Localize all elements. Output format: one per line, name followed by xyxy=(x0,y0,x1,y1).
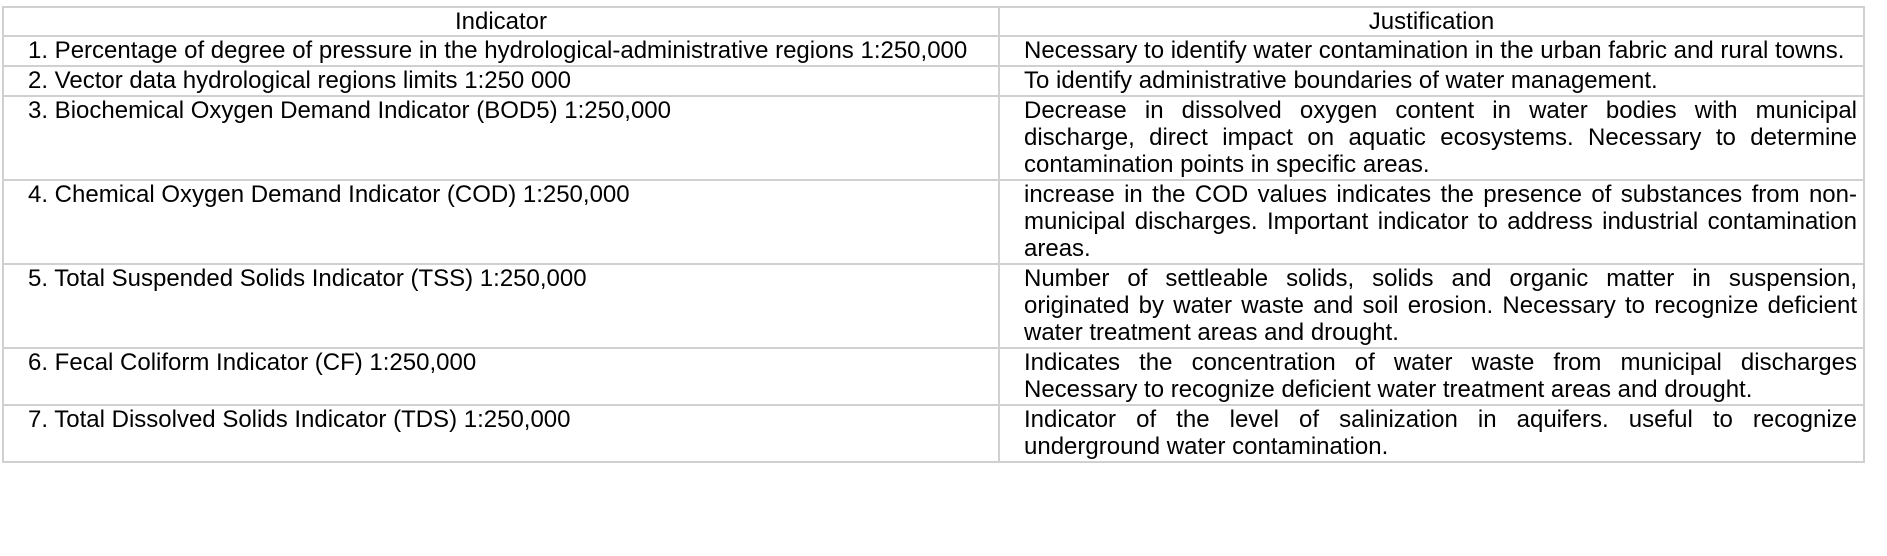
indicator-cell: 7. Total Dissolved Solids Indicator (TDS) 1:250,000 xyxy=(3,405,999,462)
table-row xyxy=(3,36,1864,66)
justification-cell: Indicates the concentration of water waste from municipal discharges Necessary to recognize deficient water treatment areas and drought. xyxy=(999,348,1864,405)
indicator-cell: 4. Chemical Oxygen Demand Indicator (COD) 1:250,000 xyxy=(3,180,999,264)
table-row xyxy=(3,66,1864,96)
indicator-table xyxy=(2,6,1865,463)
justification-cell: Decrease in dissolved oxygen content in water bodies with municipal discharge, direct impact on aquatic ecosystems. Necessary to determine contamination points in specific areas. xyxy=(999,96,1864,180)
indicator-table-container xyxy=(2,6,1863,463)
table-row xyxy=(3,264,1864,348)
justification-cell: Necessary to identify water contamination in the urban fabric and rural towns. xyxy=(999,36,1864,66)
table-row xyxy=(3,96,1864,180)
table-row xyxy=(3,180,1864,264)
table-row xyxy=(3,405,1864,462)
justification-cell: Indicator of the level of salinization in aquifers. useful to recognize underground water contamination. xyxy=(999,405,1864,462)
header-justification: Justification xyxy=(999,7,1864,36)
justification-cell: increase in the COD values indicates the presence of substances from non-municipal discharges. Important indicator to address industrial contamination areas. xyxy=(999,180,1864,264)
justification-cell: Number of settleable solids, solids and organic matter in suspension, originated by water waste and soil erosion. Necessary to recognize deficient water treatment areas and drought. xyxy=(999,264,1864,348)
indicator-cell: 5. Total Suspended Solids Indicator (TSS) 1:250,000 xyxy=(3,264,999,348)
indicator-cell: 6. Fecal Coliform Indicator (CF) 1:250,000 xyxy=(3,348,999,405)
justification-cell: To identify administrative boundaries of water management. xyxy=(999,66,1864,96)
table-row xyxy=(3,348,1864,405)
header-indicator: Indicator xyxy=(3,7,999,36)
indicator-cell: 2. Vector data hydrological regions limits 1:250 000 xyxy=(3,66,999,96)
indicator-cell: 3. Biochemical Oxygen Demand Indicator (BOD5) 1:250,000 xyxy=(3,96,999,180)
table-header-row xyxy=(3,7,1864,36)
indicator-cell: 1. Percentage of degree of pressure in the hydrological-administrative regions 1:250,000 xyxy=(3,36,999,66)
